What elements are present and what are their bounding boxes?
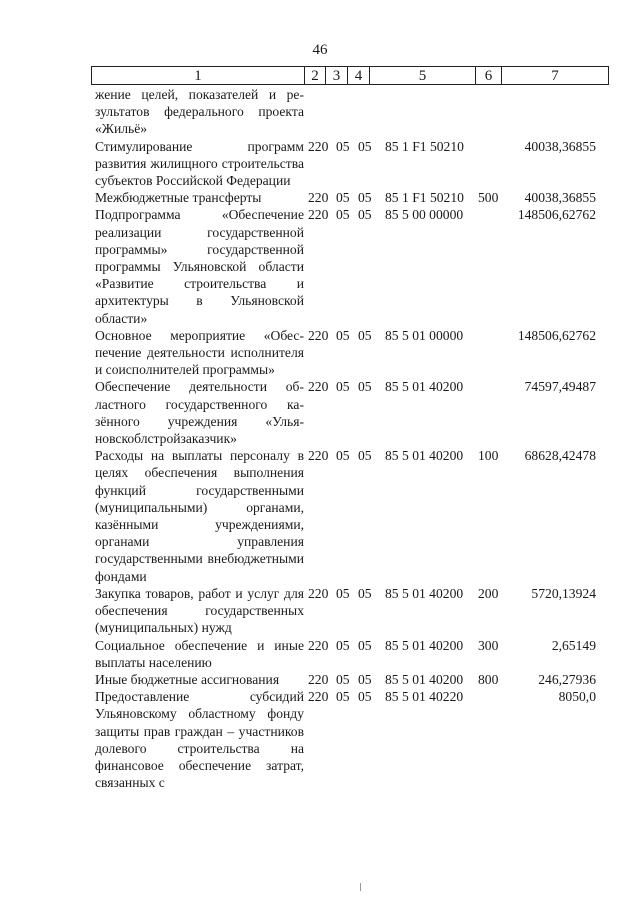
row-cell-c4: 05 <box>358 207 372 223</box>
header-col-5: 5 <box>370 67 476 85</box>
table-header <box>91 66 609 85</box>
row-cell-c2: 220 <box>308 689 329 705</box>
table-row <box>0 378 640 447</box>
row-cell-c5: 85 5 00 00000 <box>385 207 464 223</box>
row-cell-c6: 500 <box>478 190 499 206</box>
row-cell-c3: 05 <box>336 327 350 343</box>
row-cell-c3: 05 <box>336 637 350 653</box>
row-cell-c2: 220 <box>308 379 329 395</box>
row-cell-c7: 68628,42478 <box>524 448 596 464</box>
row-description: Социальное обеспечение и иные выплаты населению <box>95 637 304 670</box>
row-cell-c4: 05 <box>358 190 372 206</box>
header-col-6: 6 <box>476 67 502 85</box>
row-description: Закупка товаров, работ и услуг для обеспечения государственных (муниципальных) нужд <box>95 585 304 636</box>
table-row <box>0 86 640 138</box>
row-cell-c3: 05 <box>336 138 350 154</box>
header-col-2: 2 <box>305 67 326 85</box>
row-cell-c2: 220 <box>308 327 329 343</box>
header-col-1: 1 <box>92 67 305 85</box>
table-row <box>0 688 640 791</box>
row-cell-c5: 85 5 01 40220 <box>385 689 464 705</box>
row-description: Предоставление субсидий Ульяновскому областному фонду защиты прав граждан – участников долевого строительства на финансовое обеспечение затрат, связанных с <box>95 689 304 791</box>
row-description: жение целей, показателей и результатов федерального проекта «Жильё» <box>95 87 304 137</box>
header-col-7: 7 <box>502 67 609 85</box>
row-cell-c7: 246,27936 <box>538 671 596 687</box>
row-description: Основное мероприятие «Обеспечение деятельности исполнителя и соисполнителей программы» <box>95 327 304 378</box>
row-cell-c5: 85 5 01 40200 <box>385 379 464 395</box>
row-cell-c4: 05 <box>358 689 372 705</box>
row-cell-c6: 200 <box>478 585 499 601</box>
row-cell-c2: 220 <box>308 671 329 687</box>
row-cell-c7: 148506,62762 <box>517 207 596 223</box>
table-row <box>0 637 640 671</box>
row-cell-c4: 05 <box>358 379 372 395</box>
table-row <box>0 138 640 190</box>
row-cell-c5: 85 5 01 40200 <box>385 585 464 601</box>
row-cell-c7: 74597,49487 <box>524 379 596 395</box>
row-cell-c3: 05 <box>336 448 350 464</box>
row-cell-c2: 220 <box>308 190 329 206</box>
row-cell-c7: 5720,13924 <box>531 585 596 601</box>
table-row <box>0 206 640 326</box>
row-cell-c4: 05 <box>358 637 372 653</box>
table-row <box>0 585 640 637</box>
row-cell-c5: 85 1 F1 50210 <box>385 190 464 206</box>
row-cell-c4: 05 <box>358 327 372 343</box>
table-body <box>0 86 640 791</box>
table-row <box>0 327 640 379</box>
row-cell-c2: 220 <box>308 138 329 154</box>
row-description: Подпрограмма «Обеспечение реализации государственной программы» государственной программы Ульяновской области «Развитие строительства и архитектуры в Ульяновской области» <box>95 207 304 326</box>
row-cell-c3: 05 <box>336 671 350 687</box>
row-cell-c4: 05 <box>358 585 372 601</box>
row-cell-c6: 800 <box>478 671 499 687</box>
scan-mark <box>360 883 361 891</box>
row-cell-c5: 85 5 01 00000 <box>385 327 464 343</box>
table-row <box>0 189 640 206</box>
page-number: 46 <box>312 42 328 58</box>
row-cell-c4: 05 <box>358 138 372 154</box>
row-cell-c2: 220 <box>308 448 329 464</box>
header-col-3: 3 <box>326 67 348 85</box>
row-cell-c7: 8050,0 <box>558 689 596 705</box>
row-cell-c3: 05 <box>336 190 350 206</box>
row-cell-c7: 148506,62762 <box>517 327 596 343</box>
row-cell-c2: 220 <box>308 637 329 653</box>
row-description: Иные бюджетные ассигнования <box>95 671 280 687</box>
row-cell-c3: 05 <box>336 379 350 395</box>
row-description: Межбюджетные трансферты <box>95 190 262 206</box>
row-cell-c5: 85 5 01 40200 <box>385 448 464 464</box>
row-cell-c3: 05 <box>336 585 350 601</box>
row-description: Обеспечение деятельности областного государственного казённого учреждения «Ульяновскоблстройзаказчик» <box>95 379 304 447</box>
header-col-4: 4 <box>348 67 370 85</box>
row-cell-c7: 40038,36855 <box>524 190 596 206</box>
row-cell-c7: 40038,36855 <box>524 138 596 154</box>
row-cell-c5: 85 5 01 40200 <box>385 671 464 687</box>
row-cell-c4: 05 <box>358 448 372 464</box>
row-cell-c5: 85 1 F1 50210 <box>385 138 464 154</box>
row-cell-c4: 05 <box>358 671 372 687</box>
row-cell-c3: 05 <box>336 689 350 705</box>
row-cell-c6: 300 <box>478 637 499 653</box>
table-row <box>0 447 640 585</box>
row-cell-c2: 220 <box>308 585 329 601</box>
row-cell-c3: 05 <box>336 207 350 223</box>
table-row <box>0 671 640 688</box>
row-cell-c7: 2,65149 <box>551 637 596 653</box>
row-description: Стимулирование программ развития жилищного строительства субъектов Российской Федерации <box>95 138 304 189</box>
row-cell-c2: 220 <box>308 207 329 223</box>
row-cell-c6: 100 <box>478 448 499 464</box>
row-cell-c5: 85 5 01 40200 <box>385 637 464 653</box>
row-description: Расходы на выплаты персоналу в целях обеспечения выполнения функций государственными (муниципальными) органами, казёнными учреждениями, органами управления государственными внебюджетными фондами <box>95 448 304 584</box>
